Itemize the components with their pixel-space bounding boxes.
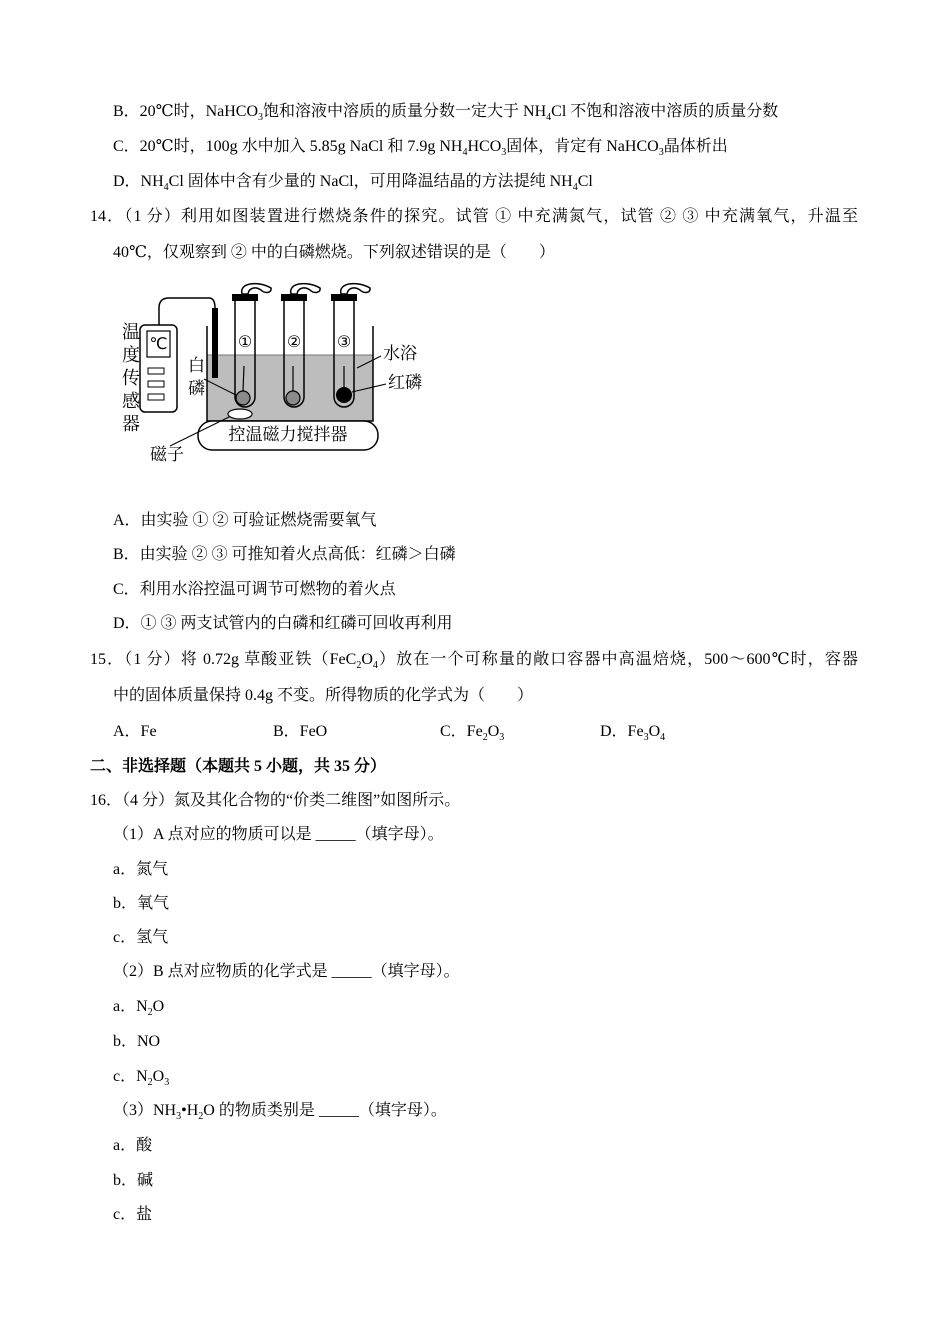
subscript: 3 bbox=[499, 732, 505, 743]
tube-label-1: ① bbox=[237, 332, 253, 351]
q16-part1-option-a: a．氮气 bbox=[113, 861, 169, 878]
red-phosphorus bbox=[336, 387, 352, 403]
temperature-probe bbox=[212, 308, 218, 378]
text-segment: 15．（1 分）将 0.72g 草酸亚铁（FeC bbox=[90, 651, 357, 668]
subscript: 2 bbox=[147, 1007, 153, 1018]
subscript: 4 bbox=[163, 182, 169, 193]
q16-part2-option-a bbox=[113, 997, 164, 1017]
q15-option-d bbox=[600, 722, 665, 742]
q15-option-a bbox=[113, 722, 157, 742]
q16-part2-option-b bbox=[113, 1032, 160, 1052]
text-segment: b．NO bbox=[113, 1033, 161, 1050]
white-phosphorus-2 bbox=[286, 391, 300, 405]
text-segment: B．FeO bbox=[273, 723, 328, 740]
subscript: 3 bbox=[164, 1077, 170, 1088]
sensor-cable bbox=[159, 298, 215, 325]
q16-stem: 16．（4 分）氮及其化合物的“价类二维图”如图所示。 bbox=[90, 792, 461, 809]
q15-stem-line-2: 中的固体质量保持 0.4g 不变。所得物质的化学式为（ ） bbox=[113, 687, 534, 704]
text-segment: c．N bbox=[113, 1068, 148, 1085]
q16-part3-option-c: c．盐 bbox=[113, 1206, 153, 1223]
text-segment: 固体，肯定有 NaHCO bbox=[506, 138, 659, 155]
subscript: 4 bbox=[462, 147, 468, 158]
text-segment: O bbox=[487, 723, 500, 740]
text-segment: Cl bbox=[577, 173, 593, 190]
q13-option-b bbox=[113, 102, 778, 122]
text-segment: a．N bbox=[113, 998, 148, 1015]
q16-part1-prompt: （1）A 点对应的物质可以是 _____（填字母）。 bbox=[113, 826, 444, 843]
q13-option-d bbox=[113, 172, 593, 192]
q16-part2-option-c bbox=[113, 1067, 169, 1087]
subscript: 3 bbox=[258, 112, 264, 123]
subscript: 3 bbox=[643, 732, 649, 743]
sensor-display-unit: ℃ bbox=[149, 334, 168, 353]
text-segment: 饱和溶液中溶质的质量分数一定大于 NH bbox=[263, 103, 547, 120]
q14-option-a: A．由实验 ① ② 可验证燃烧需要氧气 bbox=[113, 512, 377, 529]
q13-option-c bbox=[113, 137, 728, 157]
subscript: 3 bbox=[658, 147, 664, 158]
text-segment: D．NH bbox=[113, 173, 164, 190]
q16-part1-option-b: b．氧气 bbox=[113, 895, 170, 912]
subscript: 2 bbox=[198, 1111, 204, 1122]
text-segment: O bbox=[361, 651, 373, 668]
subscript: 2 bbox=[356, 660, 362, 671]
q14-option-c: C．利用水浴控温可调节可燃物的着火点 bbox=[113, 581, 396, 598]
text-segment: HCO bbox=[467, 138, 502, 155]
text-segment: D．Fe bbox=[600, 723, 644, 740]
q16-part3-prompt bbox=[113, 1101, 447, 1121]
subscript: 3 bbox=[501, 147, 507, 158]
subscript: 4 bbox=[660, 732, 666, 743]
white-phosphorus-1 bbox=[236, 391, 250, 405]
text-segment: ）放在一个可称量的敞口容器中高温焙烧，500～600℃时，容器 bbox=[377, 651, 858, 668]
q14-stem-line-1: 14．（1 分）利用如图装置进行燃烧条件的探究。试管 ① 中充满氮气，试管 ② ③ 中充满氧气，升温至 bbox=[90, 208, 858, 225]
text-segment: 晶体析出 bbox=[663, 138, 728, 155]
q15-stem-line-1 bbox=[90, 650, 858, 670]
subscript: 2 bbox=[147, 1077, 153, 1088]
text-segment: Cl 固体中含有少量的 NaCl，可用降温结晶的方法提纯 NH bbox=[168, 173, 573, 190]
tube-balloon bbox=[242, 284, 271, 294]
tube-stopper bbox=[331, 294, 357, 301]
subscript: 4 bbox=[572, 182, 578, 193]
q15-option-b bbox=[273, 722, 327, 742]
text-segment: C．Fe bbox=[440, 723, 483, 740]
red-phosphorus-label: 红磷 bbox=[388, 373, 422, 393]
q16-part3-option-b: b．碱 bbox=[113, 1172, 154, 1189]
tube-balloon bbox=[291, 284, 320, 294]
text-segment: （3）NH bbox=[113, 1102, 177, 1119]
tube-balloon bbox=[341, 284, 370, 294]
text-segment: •H bbox=[181, 1102, 199, 1119]
q16-part1-option-c: c．氢气 bbox=[113, 929, 169, 946]
text-segment: O bbox=[152, 998, 165, 1015]
text-segment: C．20℃时，100g 水中加入 5.85g NaCl 和 7.9g NH bbox=[113, 138, 463, 155]
section-heading: 二、非选择题（本题共 5 小题，共 35 分） bbox=[90, 758, 387, 775]
tube-label-3: ③ bbox=[336, 332, 352, 351]
subscript: 2 bbox=[482, 732, 488, 743]
subscript: 3 bbox=[176, 1111, 182, 1122]
q14-option-b: B．由实验 ② ③ 可推知着火点高低：红磷＞白磷 bbox=[113, 546, 456, 563]
text-segment: Cl 不饱和溶液中溶质的质量分数 bbox=[551, 103, 779, 120]
text-segment: B．20℃时，NaHCO bbox=[113, 103, 259, 120]
text-segment: A．Fe bbox=[113, 723, 157, 740]
water-bath-label: 水浴 bbox=[383, 344, 417, 364]
magnet-label: 磁子 bbox=[150, 445, 184, 465]
magnetic-stir-bar bbox=[228, 409, 252, 419]
q16-part3-option-a: a．酸 bbox=[113, 1137, 153, 1154]
text-segment: O bbox=[648, 723, 661, 740]
stirrer-label: 控温磁力搅拌器 bbox=[228, 425, 348, 445]
text-segment: O bbox=[152, 1068, 165, 1085]
q15-option-c bbox=[440, 722, 504, 742]
sensor-label: 温度传感器 bbox=[119, 322, 140, 437]
tube-stopper bbox=[232, 294, 258, 301]
white-phosphorus-label: 白磷 bbox=[184, 356, 204, 402]
tube-label-2: ② bbox=[286, 332, 302, 351]
q14-apparatus-figure bbox=[115, 280, 425, 470]
q14-stem-line-2: 40℃，仅观察到 ② 中的白磷燃烧。下列叙述错误的是（ ） bbox=[113, 244, 555, 261]
subscript: 4 bbox=[372, 660, 378, 671]
subscript: 4 bbox=[546, 112, 552, 123]
q16-part2-prompt: （2）B 点对应物质的化学式是 _____（填字母）。 bbox=[113, 963, 460, 980]
q14-option-d: D．① ③ 两支试管内的白磷和红磷可回收再利用 bbox=[113, 615, 453, 632]
tube-stopper bbox=[281, 294, 307, 301]
text-segment: O 的物质类别是 _____（填字母）。 bbox=[203, 1102, 447, 1119]
